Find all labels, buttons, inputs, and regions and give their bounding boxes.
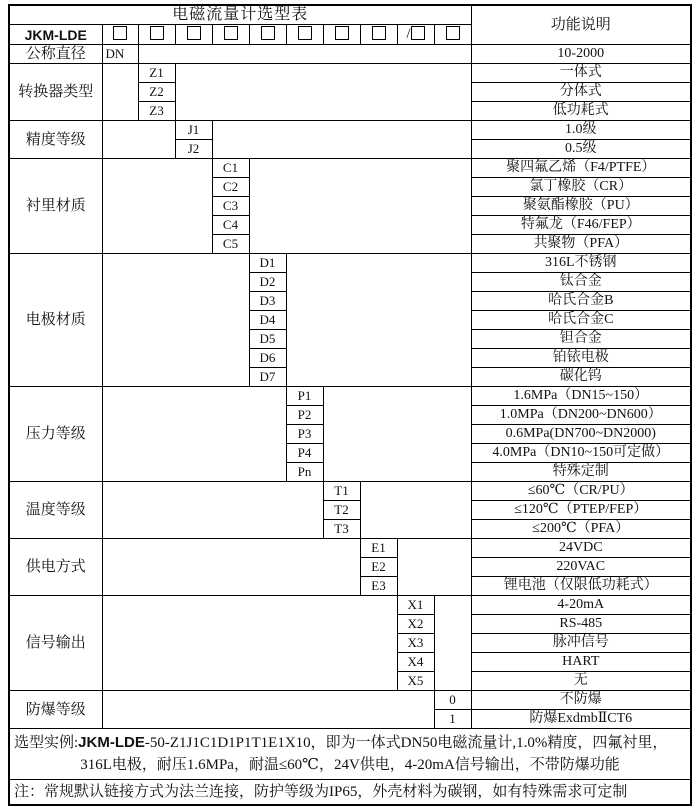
code-cell: D5 [249,330,286,349]
desc-cell: HART [471,653,691,672]
code-cell: X3 [397,634,434,653]
code-cell: E3 [360,577,397,596]
desc-cell: 哈氏合金B [471,292,691,311]
desc-cell: 聚氨酯橡胶（PU） [471,197,691,216]
desc-cell: 不防爆 [471,691,691,710]
code-cell: D6 [249,349,286,368]
desc-cell: 10-2000 [471,45,691,64]
category-label: 精度等级 [9,121,102,159]
model-checkbox-cell [360,25,397,45]
code-cell: Pn [286,463,323,482]
checkbox-icon [113,26,127,40]
desc-cell: 哈氏合金C [471,311,691,330]
filler-cell [323,387,471,482]
code-cell: P3 [286,425,323,444]
code-cell: D4 [249,311,286,330]
category-label: 温度等级 [9,482,102,539]
category-label: 转换器类型 [9,64,102,121]
filler-cell [175,64,471,121]
desc-cell: 4-20mA [471,596,691,615]
filler-cell [286,254,471,387]
desc-cell: 氯丁橡胶（CR） [471,178,691,197]
code-cell: C2 [212,178,249,197]
model-prefix-label: JKM-LDE [9,25,102,45]
desc-cell: 4.0MPa（DN10~150可定做） [471,444,691,463]
model-checkbox-cell [212,25,249,45]
code-cell: P1 [286,387,323,406]
example-label: 选型实例: [14,735,79,751]
category-label: 衬里材质 [9,159,102,254]
code-cell: D7 [249,368,286,387]
code-cell: 0 [434,691,471,710]
checkbox-icon [261,26,275,40]
filler-cell [102,482,323,539]
category-label: 信号输出 [9,596,102,691]
desc-cell: 特殊定制 [471,463,691,482]
category-label: 电极材质 [9,254,102,387]
desc-cell: 316L不锈钢 [471,254,691,273]
category-label: 公称直径 [9,45,102,64]
code-cell: C3 [212,197,249,216]
category-label: 供电方式 [9,539,102,596]
filler-cell [360,482,471,539]
desc-cell: 钛合金 [471,273,691,292]
code-cell: J2 [175,140,212,159]
table-title: 电磁流量计选型表 [9,5,471,25]
note-cell: 注：常规默认链接方式为法兰连接，防护等级为IP65，外壳材料为碳钢，如有特殊需求可定制 [9,780,691,806]
code-cell: T3 [323,520,360,539]
checkbox-icon [372,26,386,40]
desc-cell: 铂铱电极 [471,349,691,368]
filler-cell [102,159,212,254]
code-cell: C4 [212,216,249,235]
code-cell: 1 [434,710,471,729]
desc-cell: 0.6MPa(DN700~DN2000) [471,425,691,444]
desc-cell: 1.0MPa（DN200~DN600） [471,406,691,425]
desc-cell: 一体式 [471,64,691,83]
model-checkbox-cell [323,25,360,45]
desc-cell: ≤200℃（PFA） [471,520,691,539]
checkbox-icon [298,26,312,40]
desc-cell: 锂电池（仅限低功耗式） [471,577,691,596]
desc-cell: 1.0级 [471,121,691,140]
checkbox-icon [150,26,164,40]
filler-cell [397,539,471,596]
flowmeter-selection-table [8,4,692,806]
desc-cell: ≤120℃（PTEP/FEP） [471,501,691,520]
code-cell: Z1 [138,64,175,83]
model-checkbox-cell [102,25,138,45]
filler-cell [102,596,397,691]
desc-cell: 220VAC [471,558,691,577]
code-cell: X1 [397,596,434,615]
code-cell: T1 [323,482,360,501]
filler-cell [102,121,175,159]
code-cell: E2 [360,558,397,577]
desc-cell: RS-485 [471,615,691,634]
slash-mark: / [406,26,411,42]
filler-cell [249,159,471,254]
desc-cell: 特氟龙（F46/FEP） [471,216,691,235]
desc-cell: 无 [471,672,691,691]
filler-cell [102,539,360,596]
desc-cell: 共聚物（PFA） [471,235,691,254]
code-cell: X4 [397,653,434,672]
checkbox-icon [411,26,425,40]
code-cell: D3 [249,292,286,311]
code-cell: E1 [360,539,397,558]
filler-cell [102,691,434,729]
example-cell [9,729,691,780]
model-checkbox-cell [286,25,323,45]
filler-cell [212,121,471,159]
desc-cell: 防爆ExdmbⅡCT6 [471,710,691,729]
category-label: 压力等级 [9,387,102,482]
desc-cell: 聚四氟乙烯（F4/PTFE） [471,159,691,178]
checkbox-icon [224,26,238,40]
filler-cell [102,254,249,387]
code-cell: X2 [397,615,434,634]
code-cell: C1 [212,159,249,178]
model-checkbox-cell [397,25,434,45]
code-cell: P4 [286,444,323,463]
code-cell: C5 [212,235,249,254]
model-checkbox-cell [138,25,175,45]
checkbox-icon [335,26,349,40]
function-desc-header: 功能说明 [471,5,691,45]
example-line2: 316L电极，耐压1.6MPa，耐温≤60℃，24V供电，4-20mA信号输出，不带防爆功能 [80,757,620,773]
model-checkbox-cell [175,25,212,45]
code-cell: Z2 [138,83,175,102]
code-cell: X5 [397,672,434,691]
example-line1 [14,732,686,754]
checkbox-icon [446,26,460,40]
code-cell: Z3 [138,102,175,121]
filler-cell [102,64,138,121]
code-cell: DN [102,45,138,64]
desc-cell: 脉冲信号 [471,634,691,653]
code-cell: D2 [249,273,286,292]
desc-cell: 0.5级 [471,140,691,159]
code-cell: D1 [249,254,286,273]
code-cell: P2 [286,406,323,425]
filler-cell [102,387,286,482]
example-model: JKM-LDE [78,734,145,751]
desc-cell: 分体式 [471,83,691,102]
checkbox-icon [187,26,201,40]
filler-cell [138,45,471,64]
desc-cell: 碳化钨 [471,368,691,387]
desc-cell: 1.6MPa（DN15~150） [471,387,691,406]
filler-cell [434,596,471,691]
code-cell: T2 [323,501,360,520]
desc-cell: 低功耗式 [471,102,691,121]
desc-cell: ≤60℃（CR/PU） [471,482,691,501]
desc-cell: 钽合金 [471,330,691,349]
desc-cell: 24VDC [471,539,691,558]
model-checkbox-cell [434,25,471,45]
code-cell: J1 [175,121,212,140]
example-line1-rest: -50-Z1J1C1D1P1T1E1X10，即为一体式DN50电磁流量计,1.0%精度，四氟衬里， [144,735,668,751]
model-checkbox-cell [249,25,286,45]
category-label: 防爆等级 [9,691,102,729]
